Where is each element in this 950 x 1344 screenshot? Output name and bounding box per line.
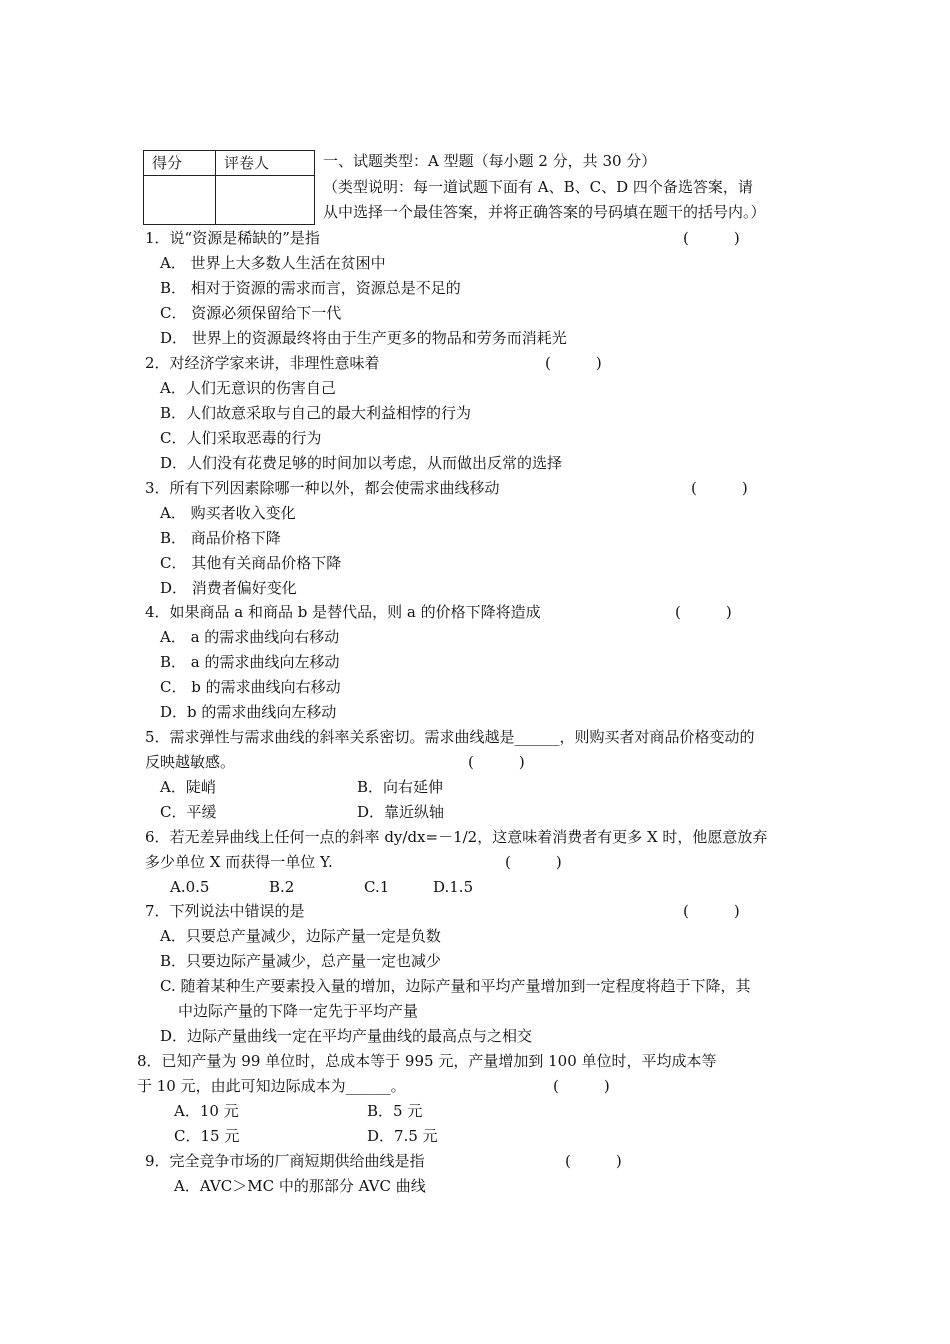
question-8-option-c: C．15 元 — [174, 1127, 240, 1145]
question-8-option-a: A．10 元 — [174, 1102, 239, 1120]
question-5-option-a: A．陡峭 — [160, 778, 216, 796]
score-table — [143, 150, 315, 225]
question-8-stem-line1: 8．已知产量为 99 单位时，总成本等于 995 元，产量增加到 100 单位时，平均成本等 — [137, 1052, 717, 1070]
question-1-option-c: C． 资源必须保留给下一代 — [160, 304, 342, 322]
question-5-stem-line1: 5．需求弹性与需求曲线的斜率关系密切。需求曲线越是______，则购买者对商品价格变动的 — [145, 728, 755, 746]
question-2-stem: 2．对经济学家来讲，非理性意味着 — [145, 354, 380, 372]
question-6-option-b: B.2 — [269, 878, 295, 896]
question-3-option-b: B． 商品价格下降 — [160, 529, 281, 547]
question-2-answer-paren: ( ) — [545, 354, 602, 372]
question-4-option-a: A． a 的需求曲线向右移动 — [160, 628, 340, 646]
question-1-option-a: A． 世界上大多数人生活在贫困中 — [160, 254, 386, 272]
section-title: 一、试题类型：A 型题（每小题 2 分，共 30 分） — [323, 152, 657, 170]
question-5-answer-paren: ( ) — [468, 753, 525, 771]
question-5-option-b: B．向右延伸 — [357, 778, 444, 796]
question-3-option-d: D． 消费者偏好变化 — [160, 579, 297, 597]
question-7-option-c-line1: C. 随着某种生产要素投入量的增加，边际产量和平均产量增加到一定程度将趋于下降，其 — [160, 977, 751, 995]
question-6-stem-line2: 多少单位 X 而获得一单位 Y. — [145, 853, 333, 871]
score-header: 得分 — [144, 151, 216, 176]
question-8-option-b: B．5 元 — [367, 1102, 423, 1120]
question-6-option-d: D.1.5 — [433, 878, 474, 896]
question-4-option-c: C． b 的需求曲线向右移动 — [160, 678, 341, 696]
score-cell — [144, 176, 216, 225]
question-2-option-d: D．人们没有花费足够的时间加以考虑，从而做出反常的选择 — [160, 454, 563, 472]
question-3-option-a: A． 购买者收入变化 — [160, 504, 296, 522]
grader-cell — [216, 176, 315, 225]
question-9-option-a: A．AVC＞MC 中的那部分 AVC 曲线 — [174, 1177, 426, 1195]
question-4-option-b: B． a 的需求曲线向左移动 — [160, 653, 340, 671]
question-1-stem: 1．说“资源是稀缺的”是指 — [145, 229, 320, 247]
question-9-answer-paren: ( ) — [565, 1152, 622, 1170]
section-description-line1: （类型说明：每一道试题下面有 A、B、C、D 四个备选答案，请 — [323, 178, 753, 196]
question-8-stem-line2: 于 10 元，由此可知边际成本为______。 — [137, 1077, 406, 1095]
question-1-option-b: B． 相对于资源的需求而言，资源总是不足的 — [160, 279, 461, 297]
question-7-option-b: B．只要边际产量减少，总产量一定也减少 — [160, 952, 442, 970]
question-3-option-c: C． 其他有关商品价格下降 — [160, 554, 342, 572]
question-2-option-b: B．人们故意采取与自己的最大利益相悖的行为 — [160, 404, 472, 422]
question-6-option-c: C.1 — [364, 878, 390, 896]
question-2-option-a: A．人们无意识的伤害自己 — [160, 379, 336, 397]
question-7-option-c-line2: 中边际产量的下降一定先于平均产量 — [178, 1002, 419, 1020]
question-4-answer-paren: ( ) — [675, 603, 732, 621]
question-6-stem-line1: 6．若无差异曲线上任何一点的斜率 dy/dx=－1/2，这意味着消费者有更多 X 时，他愿意放弃 — [145, 828, 768, 846]
question-4-option-d: D．b 的需求曲线向左移动 — [160, 703, 337, 721]
question-5-option-d: D．靠近纵轴 — [357, 803, 445, 821]
question-7-answer-paren: ( ) — [683, 902, 740, 920]
question-6-answer-paren: ( ) — [505, 853, 562, 871]
question-7-stem: 7．下列说法中错误的是 — [145, 902, 305, 920]
question-7-option-d: D．边际产量曲线一定在平均产量曲线的最高点与之相交 — [160, 1027, 533, 1045]
question-8-answer-paren: ( ) — [553, 1077, 610, 1095]
section-description-line2: 从中选择一个最佳答案，并将正确答案的号码填在题干的括号内。） — [323, 203, 766, 221]
question-5-option-c: C．平缓 — [160, 803, 217, 821]
question-8-option-d: D．7.5 元 — [367, 1127, 438, 1145]
question-6-option-a: A.0.5 — [170, 878, 210, 896]
question-7-option-a: A．只要总产量减少，边际产量一定是负数 — [160, 927, 441, 945]
question-3-stem: 3．所有下列因素除哪一种以外，都会使需求曲线移动 — [145, 479, 500, 497]
question-5-stem-line2: 反映越敏感。 — [145, 753, 236, 771]
question-3-answer-paren: ( ) — [691, 479, 748, 497]
question-1-option-d: D． 世界上的资源最终将由于生产更多的物品和劳务而消耗光 — [160, 329, 567, 347]
grader-header: 评卷人 — [216, 151, 315, 176]
question-1-answer-paren: ( ) — [683, 229, 740, 247]
question-2-option-c: C．人们采取恶毒的行为 — [160, 429, 322, 447]
question-9-stem: 9．完全竞争市场的厂商短期供给曲线是指 — [145, 1152, 425, 1170]
question-4-stem: 4．如果商品 a 和商品 b 是替代品，则 a 的价格下降将造成 — [145, 603, 541, 621]
